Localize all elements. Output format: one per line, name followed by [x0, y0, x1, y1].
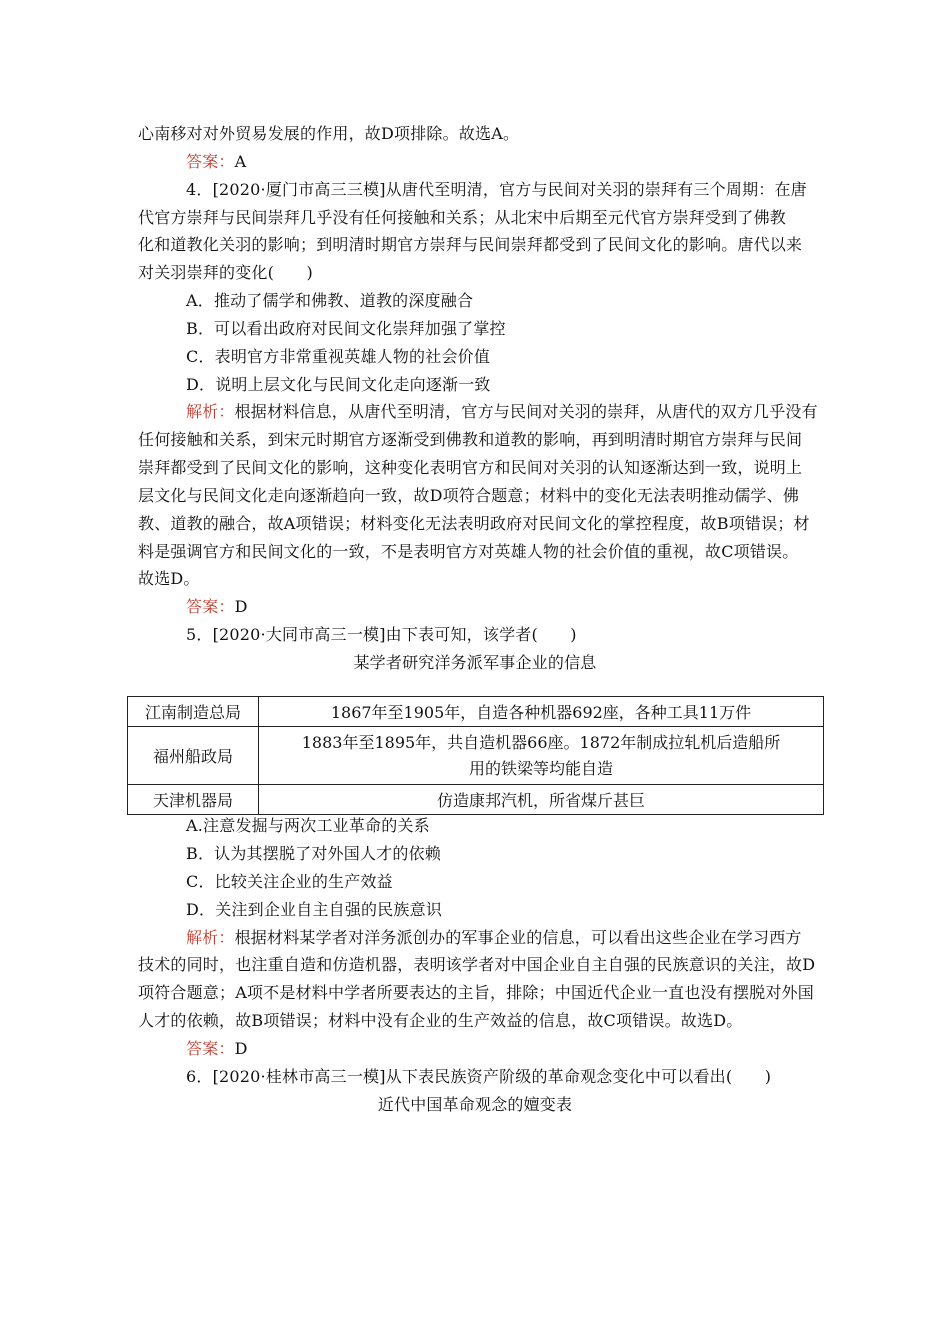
table-cell-name: 天津机器局 [128, 785, 259, 815]
table-row [128, 697, 824, 727]
answer-label: 答案： [186, 152, 235, 171]
table-row [128, 785, 824, 815]
text-line: 崇拜都受到了民间文化的影响，这种变化表明官方和民间对关羽的认知逐渐达到一致，说明上 [138, 458, 803, 477]
table-row [128, 727, 824, 785]
table-cell-info: 1883年至1895年，共自造机器66座。1872年制成拉轧机后造船所用的铁梁等均能自造 [259, 727, 824, 785]
question-5-line: 5．[2020·大同市高三一模]由下表可知，该学者( ) [186, 625, 577, 644]
enterprise-info-table [127, 696, 824, 815]
table-cell-info: 仿造康邦汽机，所省煤斤甚巨 [259, 785, 824, 815]
table-caption: 近代中国革命观念的嬗变表 [377, 1095, 573, 1114]
question-4-line: 4．[2020·厦门市高三三模]从唐代至明清，官方与民间对关羽的崇拜有三个周期：在唐 [186, 180, 807, 199]
analysis-text: 根据材料信息，从唐代至明清，官方与民间对关羽的崇拜，从唐代的双方几乎没有 [234, 402, 818, 421]
text-line: 层文化与民间文化走向逐渐趋向一致，故D项符合题意；材料中的变化无法表明推动儒学、佛 [138, 486, 800, 505]
option-c: C．表明官方非常重视英雄人物的社会价值 [186, 347, 491, 366]
text-line: 人才的依赖，故B项错误；材料中没有企业的生产效益的信息，故C项错误。故选D。 [138, 1011, 743, 1030]
analysis-text: 根据材料某学者对洋务派创办的军事企业的信息，可以看出这些企业在学习西方 [234, 928, 802, 947]
text-line: 心南移对对外贸易发展的作用，故D项排除。故选A。 [138, 124, 520, 143]
answer-line [186, 597, 866, 617]
answer-line [186, 152, 866, 172]
table-cell-info: 1867年至1905年，自造各种机器692座，各种工具11万件 [259, 697, 824, 727]
text-line: 化和道教化关羽的影响；到明清时期官方崇拜与民间崇拜都受到了民间文化的影响。唐代以来 [138, 235, 803, 254]
option-a: A．推动了儒学和佛教、道教的深度融合 [186, 291, 474, 310]
text-line: 对关羽崇拜的变化( ) [138, 263, 313, 282]
option-b: B．可以看出政府对民间文化崇拜加强了掌控 [186, 319, 506, 338]
option-d: D．说明上层文化与民间文化走向逐渐一致 [186, 375, 491, 394]
answer-value: D [234, 597, 248, 616]
answer-value: D [234, 1039, 248, 1058]
text-line: 任何接触和关系，到宋元时期官方逐渐受到佛教和道教的影响，再到明清时期官方崇拜与民间 [138, 430, 803, 449]
option-c: C．比较关注企业的生产效益 [186, 872, 393, 891]
question-6-line: 6．[2020·桂林市高三一模]从下表民族资产阶级的革命观念变化中可以看出( ) [186, 1067, 772, 1086]
option-b: B．认为其摆脱了对外国人才的依赖 [186, 844, 441, 863]
text-line: 故选D。 [138, 569, 200, 588]
answer-label: 答案： [186, 1039, 235, 1058]
analysis-label: 解析： [186, 928, 235, 947]
answer-line [186, 1039, 866, 1059]
table-caption: 某学者研究洋务派军事企业的信息 [353, 653, 597, 672]
table-cell-name: 福州船政局 [128, 727, 259, 785]
answer-value: A [234, 152, 247, 171]
text-line: 教、道教的融合，故A项错误；材料变化无法表明政府对民间文化的掌控程度，故B项错误；材 [138, 514, 810, 533]
answer-label: 答案： [186, 597, 235, 616]
text-line: 项符合题意；A项不是材料中学者所要表达的主旨，排除；中国近代企业一直也没有摆脱对外国 [138, 983, 814, 1002]
analysis-line [186, 402, 866, 422]
option-d: D．关注到企业自主自强的民族意识 [186, 900, 443, 919]
analysis-label: 解析： [186, 402, 235, 421]
option-a: A.注意发掘与两次工业革命的关系 [186, 816, 430, 835]
text-line: 技术的同时，也注重自造和仿造机器，表明该学者对中国企业自主自强的民族意识的关注，故D [138, 955, 816, 974]
text-line: 料是强调官方和民间文化的一致，不是表明官方对英雄人物的社会价值的重视，故C项错误。 [138, 542, 799, 561]
table-cell-name: 江南制造总局 [128, 697, 259, 727]
text-line: 代官方崇拜与民间崇拜几乎没有任何接触和关系；从北宋中后期至元代官方崇拜受到了佛教 [138, 208, 787, 227]
analysis-line [186, 928, 866, 948]
